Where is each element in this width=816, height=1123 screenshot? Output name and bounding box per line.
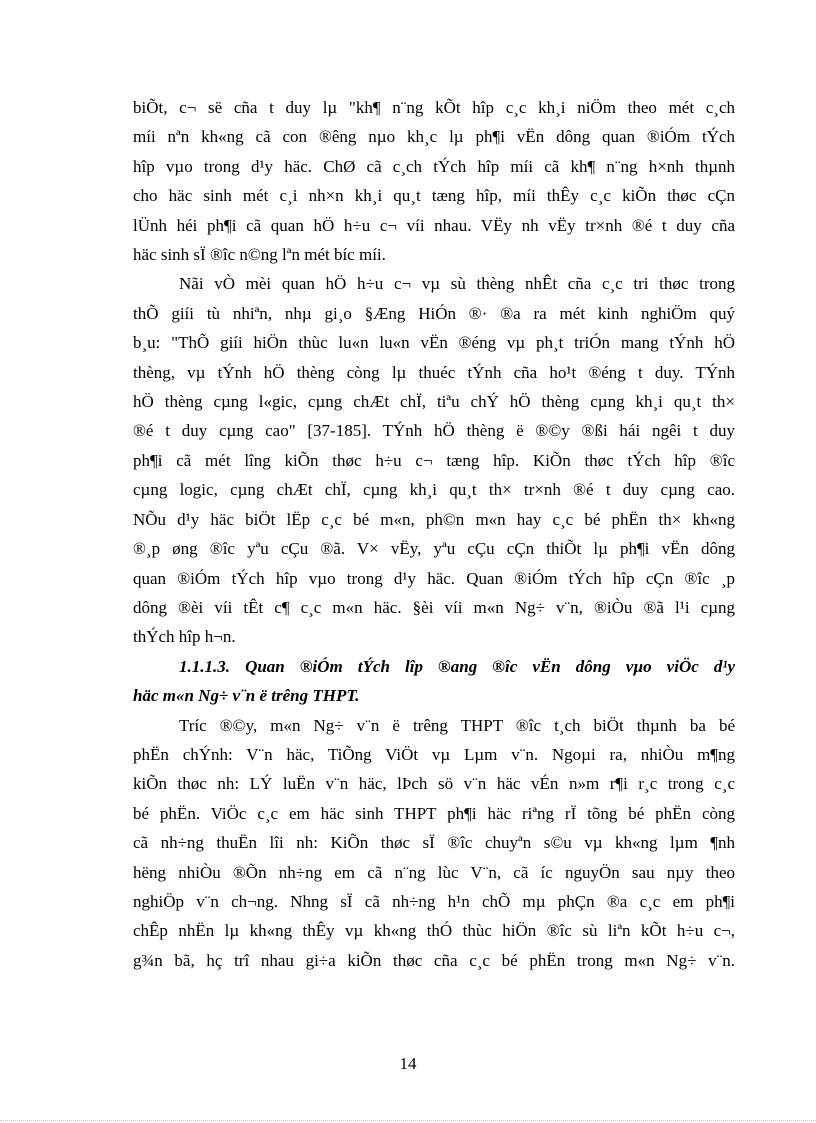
text-line: cã nh÷ng thuËn lîi nh: KiÕn thøc sÏ ®îc chuyªn s©u vµ kh«ng lµm ¶nh [133,833,735,853]
text-line: thÕ giíi tù nhiªn, nhµ gi¸o §Æng HiÓn ®· ®a ra mét kinh nghiÖm quý [133,303,735,323]
text-line: cho häc sinh mét c¸i nh×n kh¸i qu¸t tæng hîp, míi thÊy c¸c kiÕn thøc cÇn [133,186,735,206]
text-line: Nãi vÒ mèi quan hÖ h÷u c¬ vµ sù thèng nhÊt cña c¸c tri thøc trong [179,274,735,294]
text-line: g¾n bã, hç trî nhau gi÷a kiÕn thøc cña c¸c bé phËn trong m«n Ng÷ v¨n. [133,950,735,970]
text-line: ®é t duy cµng cao" [37-185]. TÝnh hÖ thèng ë ®©y ®ßi hái ngêi t duy [133,421,735,441]
text-line: biÕt, c¬ së cña t duy lµ "kh¶ n¨ng kÕt hîp c¸c kh¸i niÖm theo mét c¸ch [133,98,735,117]
paragraph-1 [133,93,735,269]
text-line: thÝch hîp h¬n. [133,627,236,647]
page-bottom-rule [0,1120,816,1121]
text-line: hëng nhiÒu ®Õn nh÷ng em cã n¨ng lùc V¨n, cã íc nguyÖn sau nµy theo [133,862,735,882]
text-line: ph¶i cã mét lîng kiÕn thøc h÷u c¬ tæng hîp. KiÕn thøc tÝch hîp ®îc [133,450,735,470]
document-body [133,93,735,975]
text-line: lÜnh héi ph¶i cã quan hÖ h÷u c¬ víi nhau. VËy nh vËy tr×nh ®é t duy cña [133,215,735,235]
text-line: nghiÖp v¨n ch¬ng. Nhng sÏ cã nh÷ng h¹n chÕ mµ phÇn ®a c¸c em ph¶i [133,891,735,911]
text-line: hÖ thèng cµng l«gic, cµng chÆt chÏ, tiªu chÝ hÖ thèng cµng kh¸i qu¸t th× [133,392,735,412]
paragraph-2 [133,269,735,651]
text-line: dông ®èi víi tÊt c¶ c¸c m«n häc. §èi víi m«n Ng÷ v¨n, ®iÒu ®ã l¹i cµng [133,597,735,617]
section-heading [133,652,735,711]
text-line: cµng logic, cµng chÆt chÏ, cµng kh¸i qu¸t th× tr×nh ®é t duy cµng cao. [133,480,735,500]
text-line: NÕu d¹y häc biÖt lËp c¸c bé m«n, ph©n m«n hay c¸c bé phËn th× kh«ng [133,509,735,529]
text-line: häc sinh sÏ ®îc n©ng lªn mét bíc míi. [133,245,386,265]
page-number: 14 [399,1054,417,1073]
heading-line: häc m«n Ng÷ v¨n ë trêng THPT. [133,686,360,706]
text-line: thèng, vµ tÝnh hÖ thèng còng lµ thuéc tÝnh cña ho¹t ®éng t duy. TÝnh [133,362,735,382]
heading-line: 1.1.1.3. Quan ®iÓm tÝch lîp ®ang ®îc vËn dông vµo viÖc d¹y [179,656,735,676]
text-line: kiÕn thøc nh: LÝ luËn v¨n häc, lÞch sö v¨n häc vÉn n»m r¶i r¸c trong c¸c [133,774,735,794]
text-line: b¸u: "ThÕ giíi hiÖn thùc lu«n lu«n vËn ®éng vµ ph¸t triÓn mang tÝnh hÖ [133,333,735,353]
text-line: phËn chÝnh: V¨n häc, TiÕng ViÖt vµ Lµm v¨n. Ngoµi ra, nhiÒu m¶ng [133,744,735,764]
text-line: míi nªn kh«ng cã con ®êng nµo kh¸c lµ ph¶i vËn dông quan ®iÓm tÝch [133,127,735,147]
text-line: hîp vµo trong d¹y häc. ChØ cã c¸ch tÝch hîp míi cã kh¶ n¨ng h×nh thµnh [133,156,735,176]
text-line: chÊp nhËn lµ kh«ng thÊy vµ kh«ng thÓ thùc hiÖn ®îc sù liªn kÕt h÷u c¬, [133,921,735,941]
text-line: bé phËn. ViÖc c¸c em häc sinh THPT ph¶i häc riªng rÏ tõng bé phËn còng [133,803,735,823]
text-line: Tríc ®©y, m«n Ng÷ v¨n ë trêng THPT ®îc t¸ch biÖt thµnh ba bé [179,715,735,735]
text-line: quan ®iÓm tÝch hîp vµo trong d¹y häc. Quan ®iÓm tÝch hîp cÇn ®îc ¸p [133,568,735,588]
text-line: ®¸p øng ®îc yªu cÇu ®ã. V× vËy, yªu cÇu cÇn thiÕt lµ ph¶i vËn dông [133,539,735,559]
paragraph-3 [133,711,735,976]
